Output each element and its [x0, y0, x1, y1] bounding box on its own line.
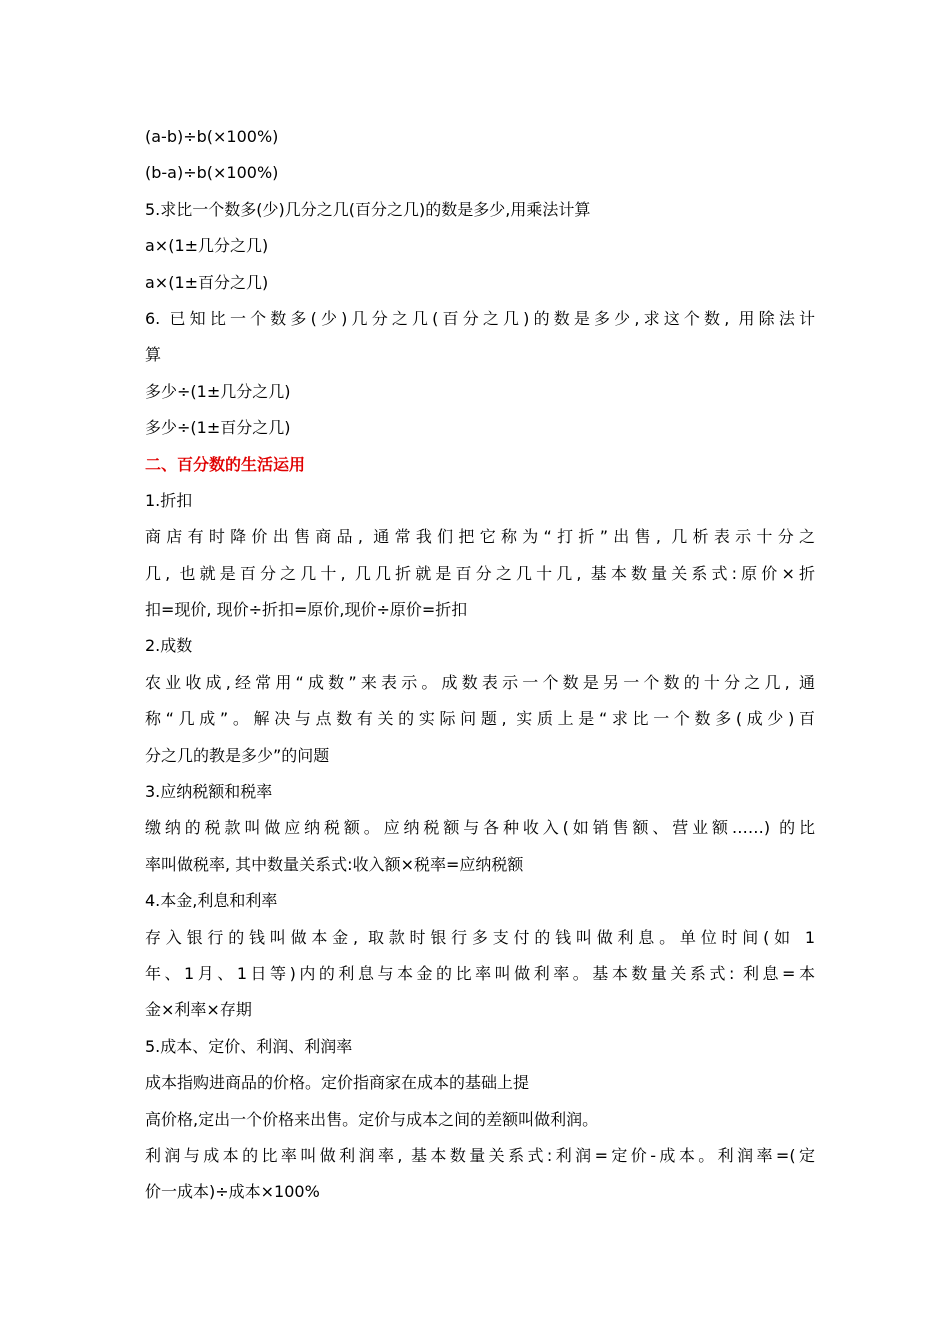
text-line: 1.折扣 [145, 490, 193, 510]
text-line: 算 [145, 345, 162, 365]
text-line: (b-a)÷b(×100%) [145, 163, 279, 183]
text-line: 利润与成本的比率叫做利润率, 基本数量关系式:利润=定价-成本。利润率=(定 [145, 1145, 815, 1165]
text-line: 3.应纳税额和税率 [145, 782, 273, 802]
text-line: 年、1月、1日等)内的利息与本金的比率叫做利率。基本数量关系式: 利息=本 [145, 963, 815, 983]
text-line: 存入银行的钱叫做本金, 取款时银行多支付的钱叫做利息。单位时间(如 1 [145, 927, 815, 947]
text-line: 农业收成,经常用“成数”来表示。成数表示一个数是另一个数的十分之几, 通 [145, 672, 815, 692]
text-line: 高价格,定出一个价格来出售。定价与成本之间的差额叫做利润。 [145, 1109, 599, 1129]
text-line: 分之几的教是多少”的问题 [145, 745, 330, 765]
text-line: 称“几成”。解决与点数有关的实际问题, 实质上是“求比一个数多(成少)百 [145, 709, 815, 729]
text-line: 4.本金,利息和利率 [145, 891, 278, 911]
section-heading: 二、百分数的生活运用 [145, 454, 306, 474]
text-line: 金×利率×存期 [145, 1000, 252, 1020]
text-line: 几, 也就是百分之几十, 几几折就是百分之几十几, 基本数量关系式:原价×折 [145, 563, 815, 583]
text-line: 率叫做税率, 其中数量关系式:收入额×税率=应纳税额 [145, 854, 524, 874]
text-line: 商店有时降价出售商品, 通常我们把它称为“打折”出售, 几析表示十分之 [145, 527, 815, 547]
text-line: 5.成本、定价、利润、利润率 [145, 1036, 353, 1056]
text-line: 6. 已知比一个数多(少)几分之几(百分之几)的数是多少,求这个数, 用除法计 [145, 308, 815, 328]
text-line: 5.求比一个数多(少)几分之几(百分之几)的数是多少,用乘法计算 [145, 199, 591, 219]
text-line: 2.成数 [145, 636, 193, 656]
text-line: 多少÷(1±百分之几) [145, 418, 291, 438]
text-line: (a-b)÷b(×100%) [145, 127, 279, 146]
text-line: 多少÷(1±几分之几) [145, 381, 291, 401]
text-line: 成本指购进商品的价格。定价指商家在成本的基础上提 [145, 1073, 530, 1093]
text-line: 缴纳的税款叫做应纳税额。应纳税额与各种收入(如销售额、营业额……) 的比 [145, 818, 815, 838]
document-page [145, 119, 815, 1211]
text-line: a×(1±几分之几) [145, 236, 269, 256]
text-line: 扣=现价, 现价÷折扣=原价,现价÷原价=折扣 [145, 600, 468, 620]
text-line: 价一成本)÷成本×100% [145, 1182, 320, 1202]
text-line: a×(1±百分之几) [145, 272, 269, 292]
